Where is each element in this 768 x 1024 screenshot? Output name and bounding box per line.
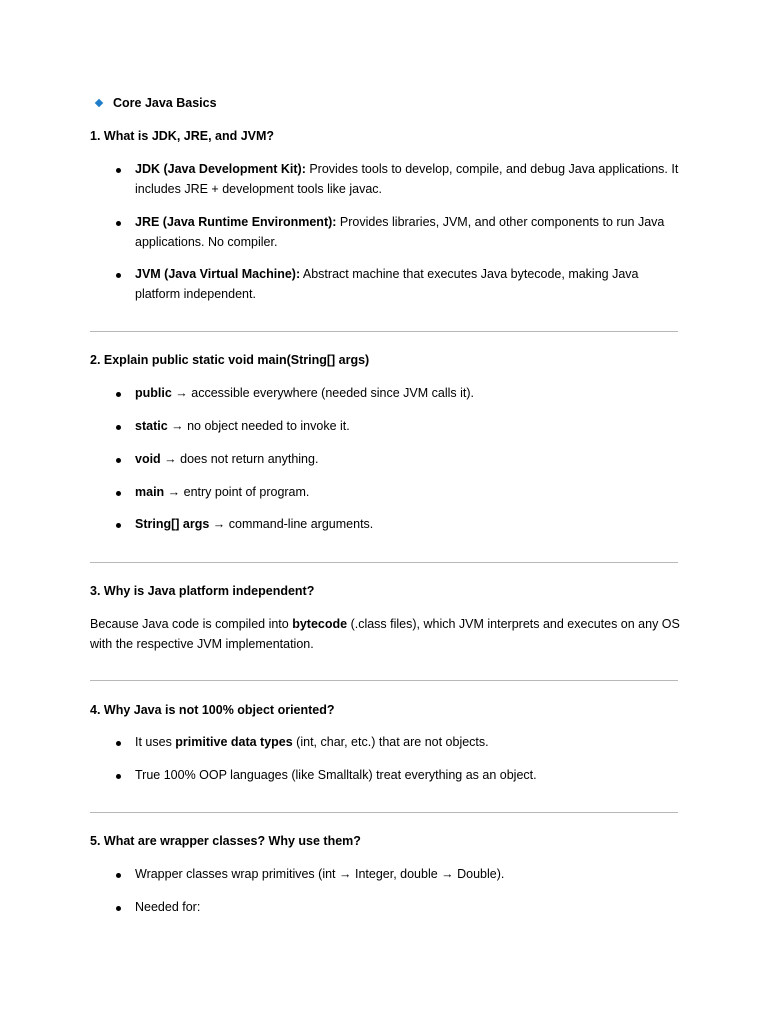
q1-item-term: JRE (Java Runtime Environment): <box>135 215 337 229</box>
q4-item-smalltalk: True 100% OOP languages (like Smalltalk) treat everything as an object. <box>135 768 537 782</box>
section-divider <box>90 562 678 563</box>
q5-item-wrap: Wrapper classes wrap primitives (int → Integer, double → Double). <box>135 867 505 881</box>
q2-item-main <box>135 482 680 502</box>
bullet-icon <box>116 523 121 528</box>
q1-item-desc: Provides tools to develop, compile, and debug Java applications. It includes JRE + development tools like javac. <box>135 162 679 196</box>
q4-item1-before: It uses <box>135 735 176 749</box>
bullet-icon <box>116 873 121 878</box>
q2-item-term: static <box>135 419 168 433</box>
section-title <box>96 93 217 113</box>
q3-text-before: Because Java code is compiled into <box>90 617 293 631</box>
q1-item-term: JDK (Java Development Kit): <box>135 162 306 176</box>
q2-heading: 2. Explain public static void main(String[] args) <box>90 353 370 367</box>
bullet-icon <box>116 392 121 397</box>
q4-item1-after: (int, char, etc.) that are not objects. <box>292 735 489 749</box>
q2-item-void <box>135 449 680 469</box>
bullet-icon <box>116 273 121 278</box>
q5-item-needed: Needed for: <box>135 900 201 914</box>
q1-item-desc: Provides libraries, JVM, and other components to run Java applications. No compiler. <box>135 215 665 249</box>
section-divider <box>90 331 678 332</box>
section-divider <box>90 680 678 681</box>
q2-item-args <box>135 514 680 534</box>
q2-item-public <box>135 383 680 403</box>
section-title-text: Core Java Basics <box>113 96 217 110</box>
bullet-icon <box>116 774 121 779</box>
q2-item-term: main <box>135 485 165 499</box>
bullet-icon <box>116 425 121 430</box>
section-divider <box>90 812 678 813</box>
q1-item-jvm <box>135 264 680 304</box>
q2-item-desc: → command-line arguments. <box>209 517 374 531</box>
q4-heading: 4. Why Java is not 100% object oriented? <box>90 703 335 717</box>
q1-item-jre <box>135 212 680 252</box>
q5-heading: 5. What are wrapper classes? Why use them? <box>90 834 361 848</box>
bullet-icon <box>116 491 121 496</box>
bullet-icon <box>116 741 121 746</box>
bullet-icon <box>116 458 121 463</box>
q3-paragraph <box>90 614 680 654</box>
q2-item-term: String[] args <box>135 517 210 531</box>
q2-item-desc: → does not return anything. <box>160 452 319 466</box>
q4-item-primitives <box>135 732 680 752</box>
q3-text-bold: bytecode <box>292 617 348 631</box>
q1-heading: 1. What is JDK, JRE, and JVM? <box>90 129 275 143</box>
q2-item-static <box>135 416 680 436</box>
bullet-icon <box>116 221 121 226</box>
q3-heading: 3. Why is Java platform independent? <box>90 584 315 598</box>
q2-item-desc: → accessible everywhere (needed since JVM calls it). <box>171 386 475 400</box>
bullet-icon <box>116 906 121 911</box>
q3-text-after: (.class files), which JVM interprets and executes on any OS with the respective JVM implementation. <box>90 617 680 651</box>
q2-item-desc: → entry point of program. <box>164 485 310 499</box>
q2-item-desc: → no object needed to invoke it. <box>167 419 350 433</box>
q2-item-term: void <box>135 452 161 466</box>
bullet-icon <box>116 168 121 173</box>
diamond-bullet-icon <box>95 99 103 107</box>
q4-item1-bold: primitive data types <box>175 735 293 749</box>
q2-item-term: public <box>135 386 172 400</box>
q1-item-desc: Abstract machine that executes Java bytecode, making Java platform independent. <box>135 267 639 301</box>
q1-item-jdk <box>135 159 680 199</box>
q1-item-term: JVM (Java Virtual Machine): <box>135 267 301 281</box>
